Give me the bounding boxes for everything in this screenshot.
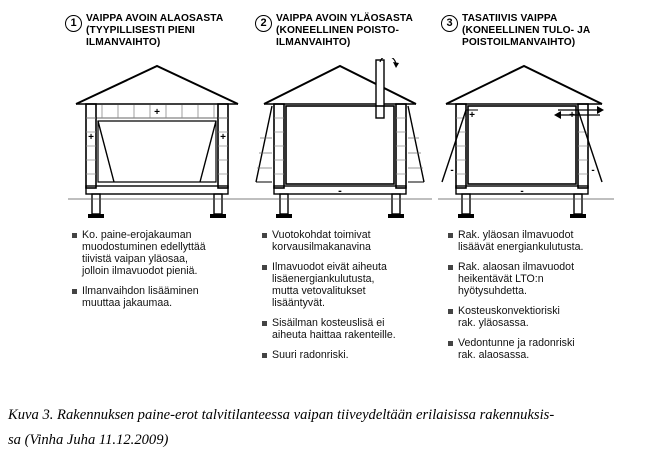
arrow-right-icon (597, 106, 604, 114)
plus-sign: + (469, 110, 475, 121)
exhaust-duct (376, 60, 384, 118)
panel-number: 1 (65, 15, 82, 32)
panel-3 (438, 0, 638, 390)
panel-2-bullets (262, 229, 452, 369)
foundation-left (280, 194, 288, 214)
bullet-square-icon (448, 341, 453, 346)
minus-sign: - (520, 186, 524, 197)
plus-sign: + (154, 107, 160, 118)
bullet-item: Rak. alaosan ilmavuodot heikentävät LTO:n hyötysuhdetta. (448, 261, 638, 297)
title-line: (KONEELLINEN POISTO- (276, 25, 399, 36)
roof (446, 66, 602, 104)
bullet-square-icon (262, 233, 267, 238)
bullet-item: Ilmanvaihdon lisääminen muuttaa jakaumaa. (72, 285, 262, 309)
roof (264, 66, 416, 104)
roof (76, 66, 238, 104)
pressure-distribution-left (256, 106, 272, 182)
foundation-left (462, 194, 470, 214)
pressure-distribution-right (408, 106, 424, 182)
title-line: ILMANVAIHTO) (276, 37, 351, 48)
bullet-square-icon (448, 309, 453, 314)
bullet-square-icon (72, 289, 77, 294)
caption-line: sa (Vinha Juha 11.12.2009) (8, 432, 169, 448)
panel-1 (62, 0, 262, 390)
title-line: TASATIIVIS VAIPPA (462, 13, 558, 24)
panel-title (276, 13, 452, 49)
bullet-square-icon (262, 353, 267, 358)
title-line: VAIPPA AVOIN YLÄOSASTA (276, 13, 413, 24)
house-diagram-1 (62, 58, 262, 223)
title-line: ILMANVAIHTO) (86, 37, 161, 48)
bullet-square-icon (262, 321, 267, 326)
plus-sign: + (88, 132, 94, 143)
minus-sign: - (338, 185, 342, 197)
panel-1-bullets (72, 229, 262, 317)
bullet-item: Kosteuskonvektioriski rak. yläosassa. (448, 305, 638, 329)
bullet-item: Rak. yläosan ilmavuodot lisäävät energiankulutusta. (448, 229, 638, 253)
house-diagram-3 (438, 58, 638, 223)
panel-number: 3 (441, 15, 458, 32)
plus-sign: + (569, 110, 575, 121)
bullet-item: Vuotokohdat toimivat korvausilmakanavina (262, 229, 452, 253)
floor (86, 186, 228, 194)
bullet-item: Ilmavuodot eivät aiheuta lisäenergiankulutusta, mutta vetovalitukset lisääntyvät. (262, 261, 452, 309)
panel-2 (252, 0, 452, 390)
title-line: (KONEELLINEN TULO- JA (462, 25, 591, 36)
caption-line: Kuva 3. Rakennuksen paine-erot talvitilanteessa vaipan tiiveydeltään erilaisissa rakennuksis- (8, 407, 555, 423)
bullet-square-icon (448, 265, 453, 270)
minus-sign: - (591, 165, 595, 176)
bullet-item: Ko. paine-erojakauman muodostuminen edellyttää tiivistä vaipan yläosaa, jolloin ilmavuodot pieniä. (72, 229, 262, 277)
bullet-square-icon (448, 233, 453, 238)
bullet-item: Vedontunne ja radonriski rak. alaosassa. (448, 337, 638, 361)
bullet-square-icon (72, 233, 77, 238)
bullet-square-icon (262, 265, 267, 270)
title-line: (TYYPILLISESTI PIENI (86, 25, 195, 36)
panel-number: 2 (255, 15, 272, 32)
bullet-item: Sisäilman kosteuslisä ei aiheuta haittaa rakenteille. (262, 317, 452, 341)
bullet-item: Suuri radonriski. (262, 349, 452, 361)
panel-title (462, 13, 638, 49)
panel-3-bullets (448, 229, 638, 369)
title-line: POISTOILMANVAIHTO) (462, 37, 576, 48)
foundation-right (574, 194, 582, 214)
house-diagram-2 (252, 58, 452, 223)
panel-title (86, 13, 262, 49)
arrow-left-icon (554, 111, 561, 119)
foundation-right (392, 194, 400, 214)
minus-sign: - (450, 165, 454, 176)
pressure-distribution (98, 121, 216, 182)
plus-sign: + (220, 132, 226, 143)
foundation-left (92, 194, 100, 214)
figure-caption (8, 403, 664, 453)
foundation-right (214, 194, 222, 214)
title-line: VAIPPA AVOIN ALAOSASTA (86, 13, 224, 24)
